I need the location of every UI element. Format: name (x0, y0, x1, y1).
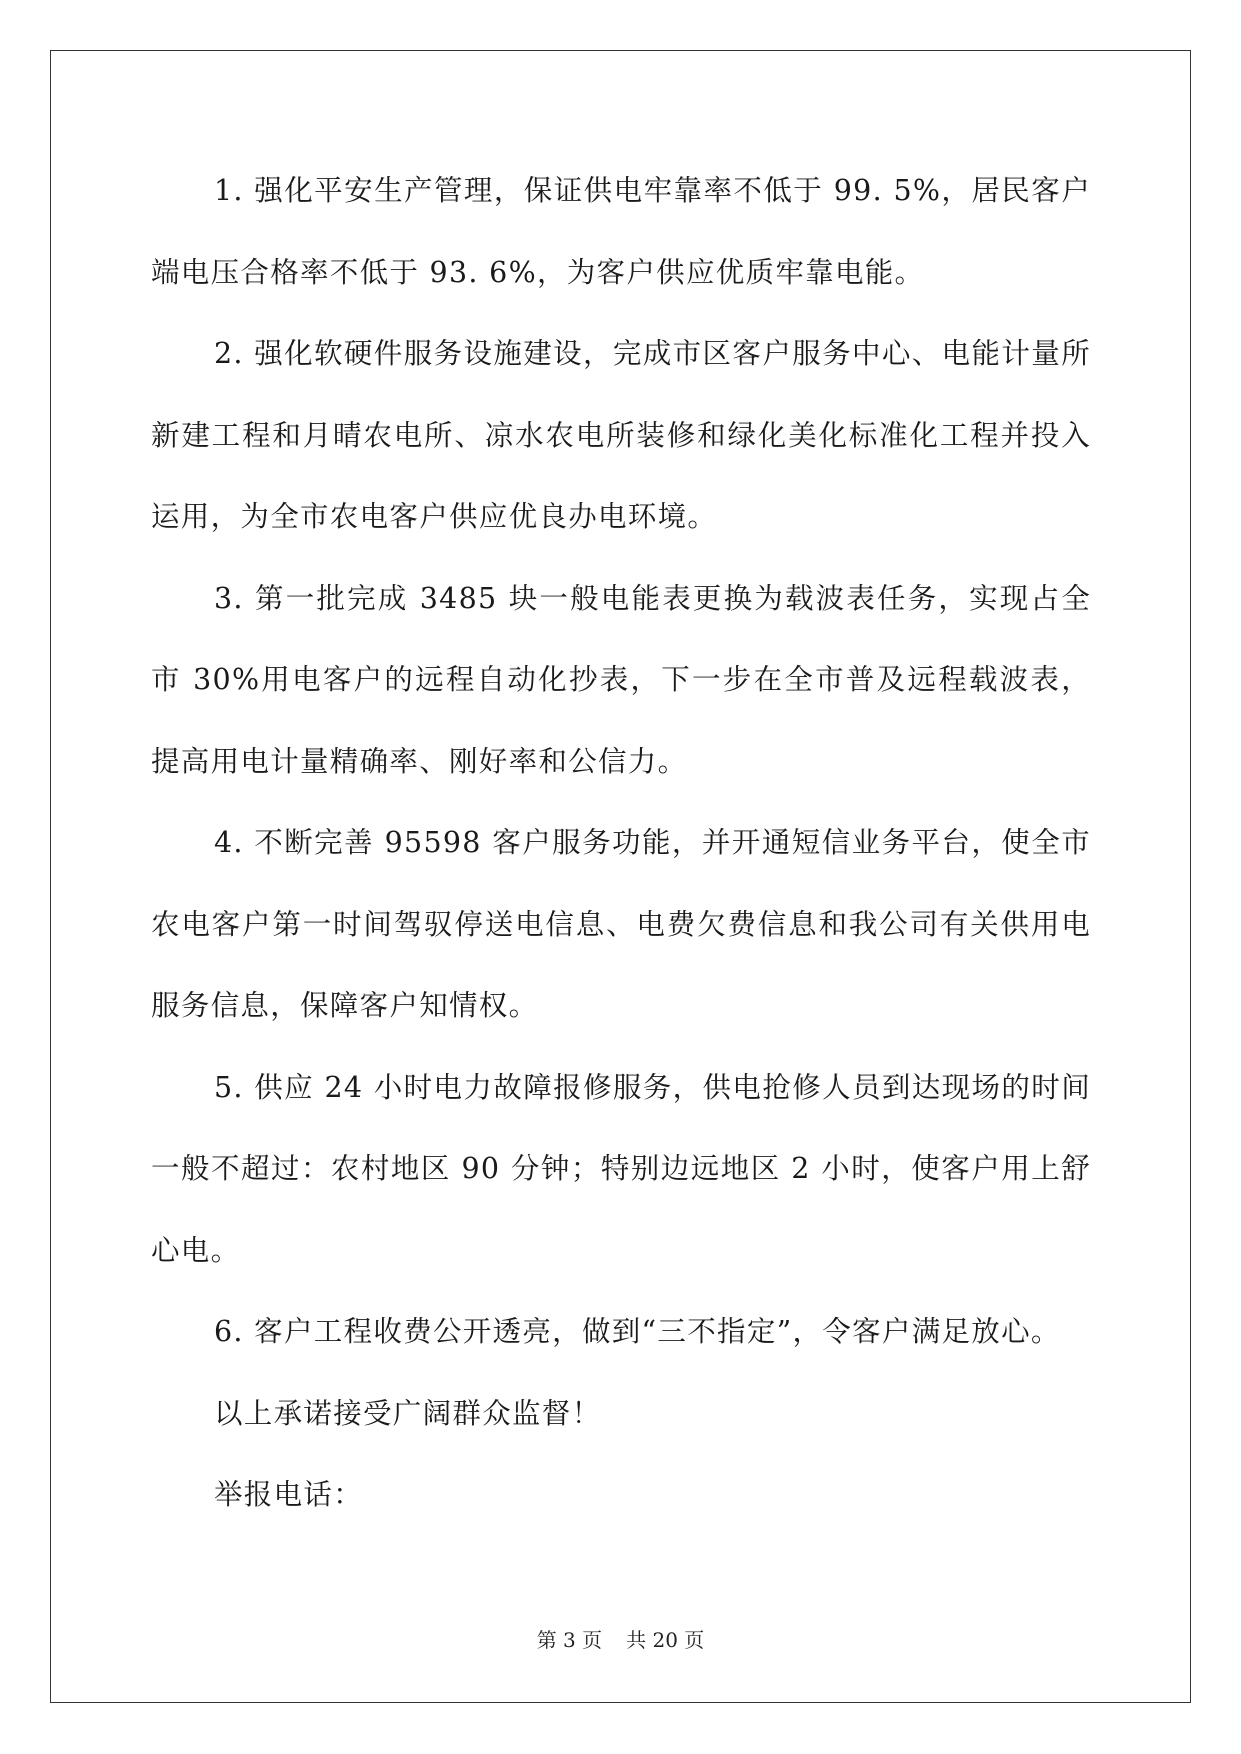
supervision-statement: 以上承诺接受广阔群众监督！ (214, 1396, 602, 1430)
paragraph-6: 6. 客户工程收费公开透亮，做到“三不指定”，令客户满足放心。 (214, 1315, 1061, 1348)
document-body (151, 150, 1091, 1536)
paragraph-5: 5. 供应 24 小时电力故障报修服务，供电抢修人员到达现场的时间一般不超过：农村地区 90 分钟；特别边远地区 2 小时，使客户用上舒心电。 (151, 1070, 1091, 1267)
report-phone-label: 举报电话： (214, 1478, 364, 1511)
paragraph-2: 2. 强化软硬件服务设施建设，完成市区客户服务中心、电能计量所新建工程和月晴农电所、凉水农电所装修和绿化美化标准化工程并投入运用，为全市农电客户供应优良办电环境。 (151, 337, 1091, 533)
page-footer (0, 1624, 1241, 1653)
paragraph-3: 3. 第一批完成 3485 块一般电能表更换为载波表任务，实现占全市 30%用电客户的远程自动化抄表，下一步在全市普及远程载波表，提高用电计量精确率、刚好率和公信力。 (151, 581, 1091, 778)
paragraph-4: 4. 不断完善 95598 客户服务功能，并开通短信业务平台，使全市农电客户第一时间驾驭停送电信息、电费欠费信息和我公司有关供用电服务信息，保障客户知情权。 (151, 826, 1091, 1022)
paragraph-1: 1. 强化平安生产管理，保证供电牢靠率不低于 99. 5%，居民客户端电压合格率不低于 93. 6%，为客户供应优质牢靠电能。 (151, 174, 1091, 289)
page-total: 共 20 页 (626, 1628, 705, 1652)
page-number: 第 3 页 (536, 1628, 603, 1652)
